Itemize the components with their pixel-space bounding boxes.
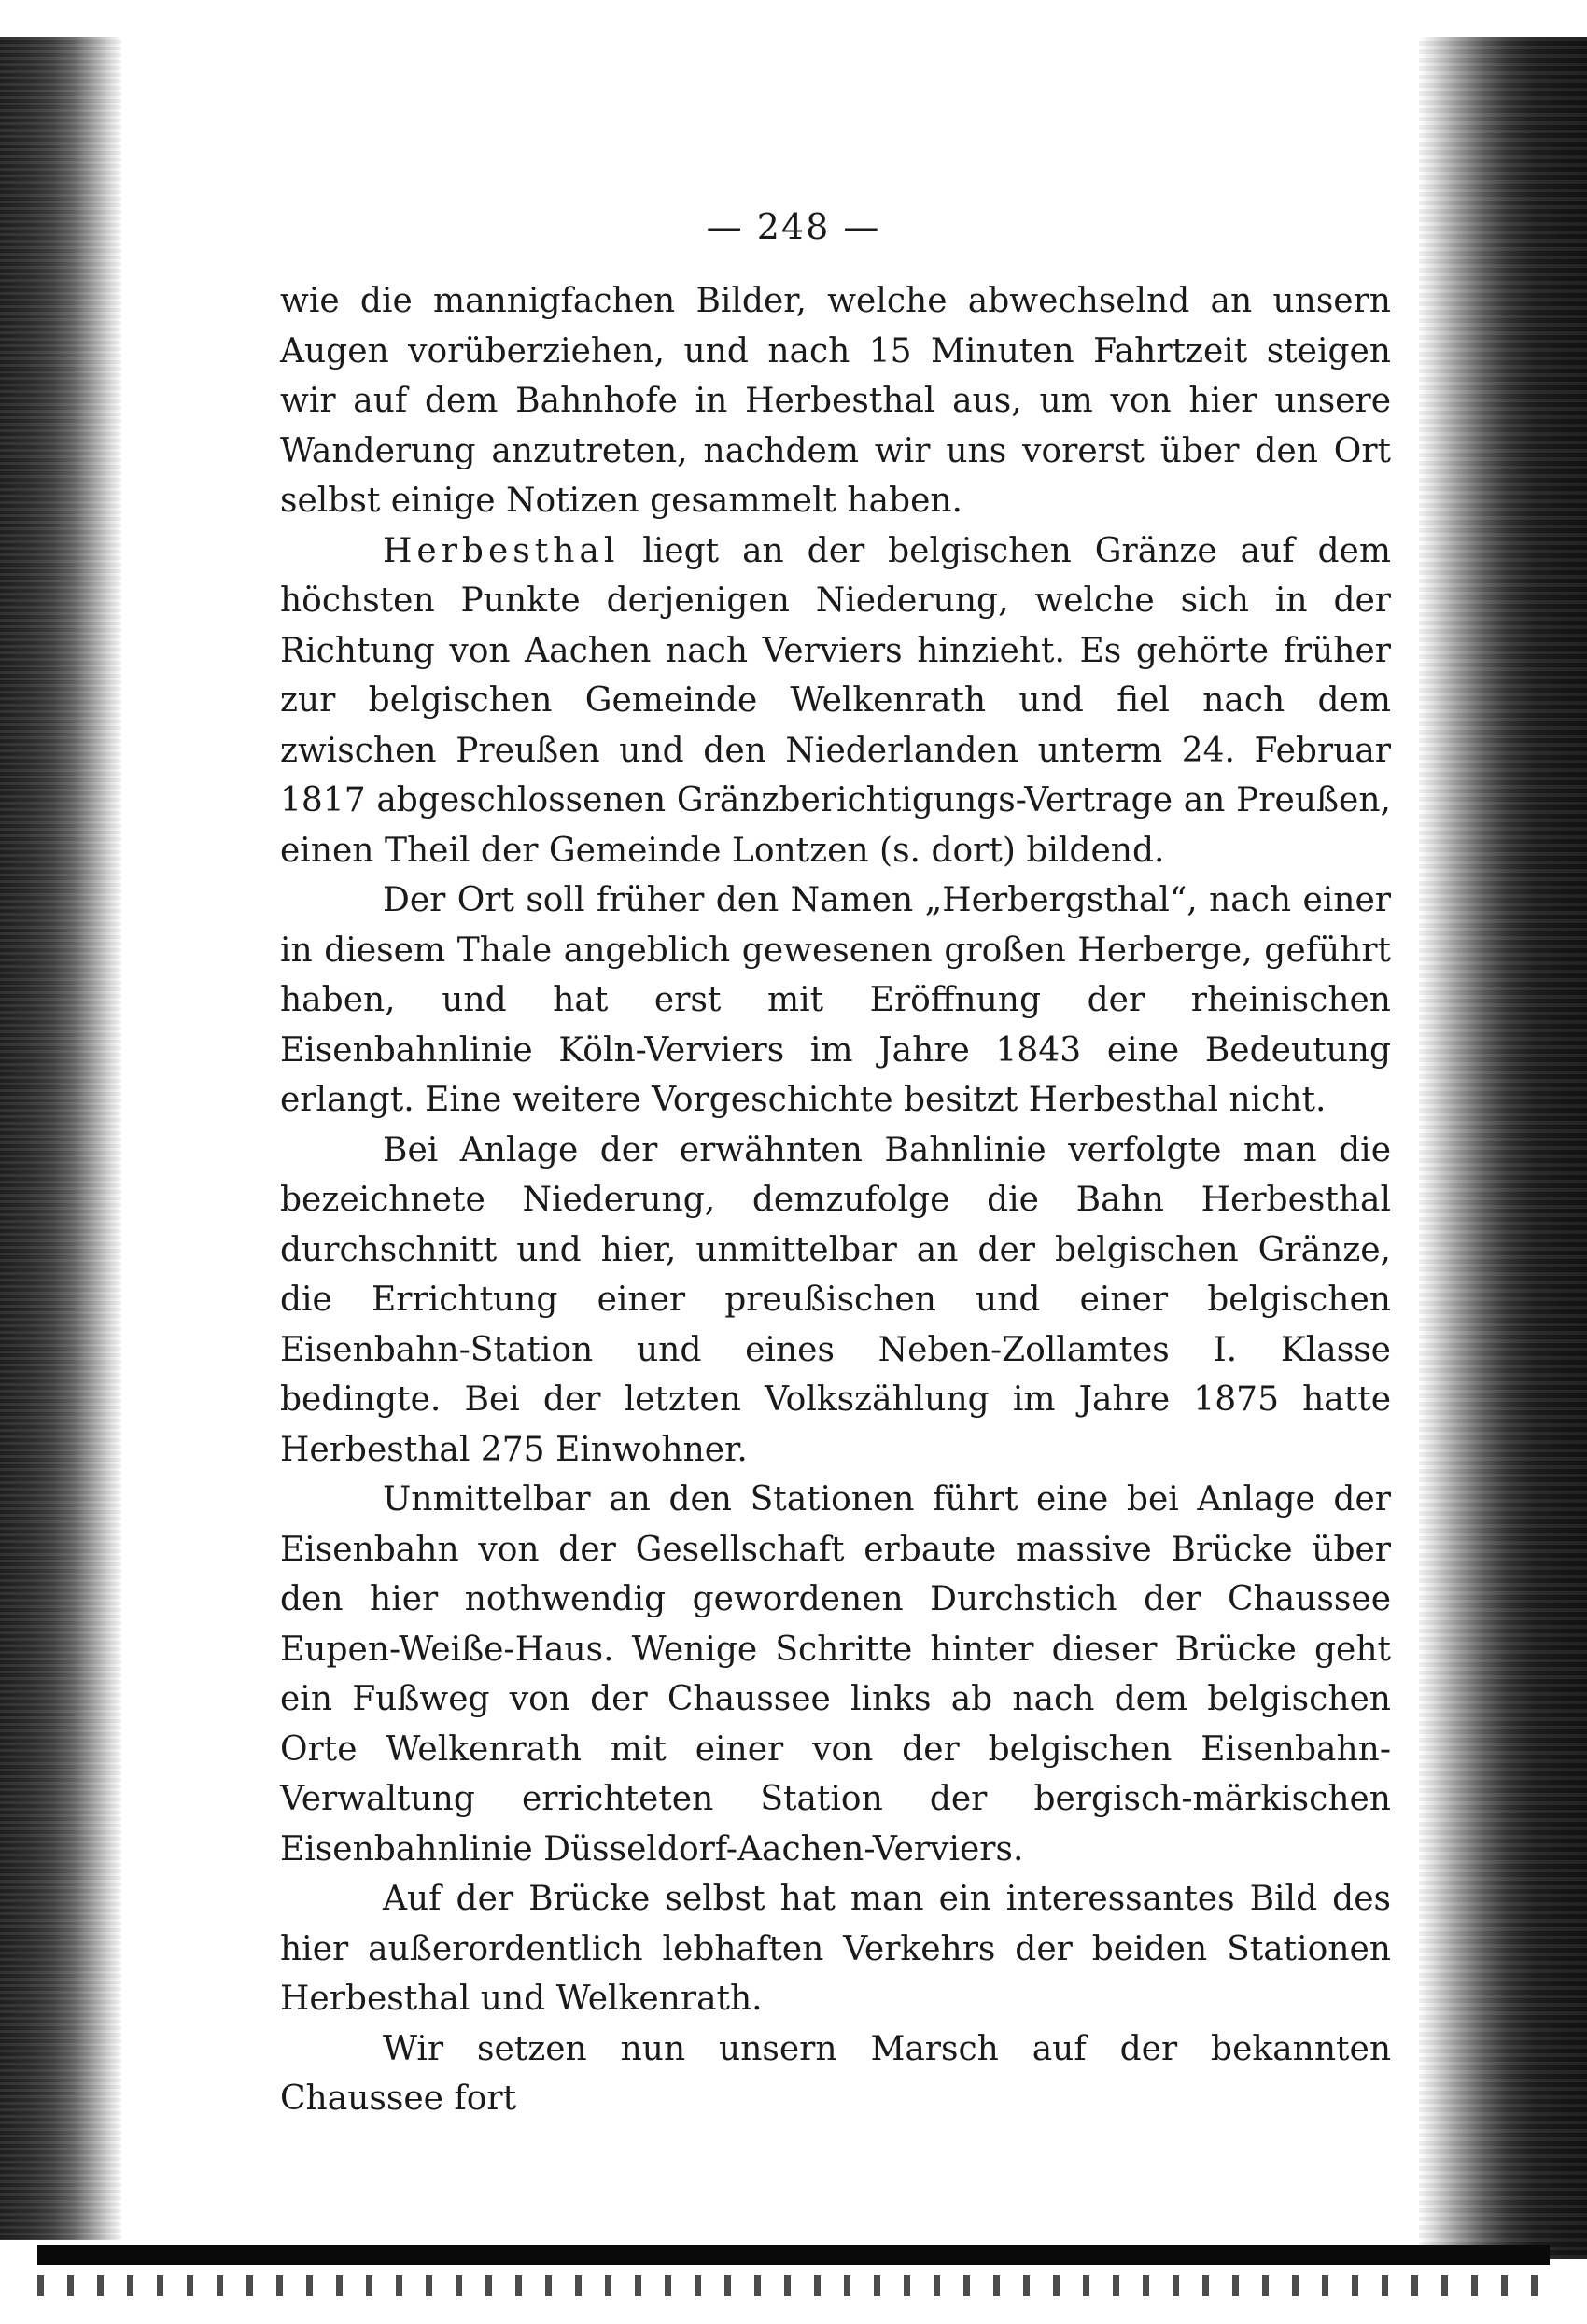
scan-edge-bottom bbox=[37, 2245, 1550, 2265]
paragraph-3: Der Ort soll früher den Namen „Herbergsthal“, nach einer in diesem Thale angeblich gewesenen großen Herberge, geführt haben, und hat erst mit Eröffnung der rheinischen Eisenbahnlinie Köln-Verviers im Jahre 1843 eine Bedeutung erlangt. Eine weitere Vorgeschichte besitzt Herbesthal nicht. bbox=[280, 881, 1391, 1119]
scan-edge-ticks bbox=[37, 2275, 1550, 2296]
paragraph-6: Auf der Brücke selbst hat man ein interessantes Bild des hier außerordentlich lebhaften Verkehrs der beiden Stationen Herbesthal und Welkenrath. bbox=[280, 1880, 1391, 2018]
scan-shadow-left bbox=[0, 37, 121, 2240]
paragraph-2-lead: Herbesthal bbox=[383, 531, 620, 570]
paragraph-5: Unmittelbar an den Stationen führt eine bei Anlage der Eisenbahn von der Gesellschaft erbaute massive Brücke über den hier nothwendig gewordenen Durchstich der Chaussee Eupen-Weiße-Haus. Wenige Schritte hinter dieser Brücke geht ein Fußweg von der Chaussee links ab nach dem belgischen Orte Welkenrath mit einer von der belgischen Eisenbahn-Verwaltung errichteten Station der bergisch-märkischen Eisenbahnlinie Düsseldorf-Aachen-Verviers. bbox=[280, 1480, 1391, 1869]
paragraph-7: Wir setzen nun unsern Marsch auf der bekannten Chaussee fort bbox=[280, 2029, 1391, 2118]
paragraph-1: wie die mannigfachen Bilder, welche abwechselnd an unsern Augen vorüberziehen, und nach 15 Minuten Fahrtzeit steigen wir auf dem Bahnhofe in Herbesthal aus, um von hier unsere Wanderung anzutreten, nachdem wir uns vorerst über den Ort selbst einige Notizen gesammelt haben. bbox=[280, 282, 1391, 520]
paragraph-4: Bei Anlage der erwähnten Bahnlinie verfolgte man die bezeichnete Niederung, demzufolge die Bahn Herbesthal durchschnitt und hier, unmittelbar an der belgischen Gränze, die Errichtung einer preußischen und einer belgischen Eisenbahn-Station und eines Neben-Zollamtes I. Klasse bedingte. Bei der letzten Volkszählung im Jahre 1875 hatte Herbesthal 275 Einwohner. bbox=[280, 1130, 1391, 1469]
paragraph-2-text: liegt an der belgischen Gränze auf dem höchsten Punkte derjenigen Niederung, welche sich in der Richtung von Aachen nach Verviers hinzieht. Es gehörte früher zur belgischen Gemeinde Welkenrath und fiel nach dem zwischen Preußen und den Niederlanden unterm 24. Februar 1817 abgeschlossenen Gränzberichtigungs-Vertrage an Preußen, einen Theil der Gemeinde Lontzen (s. dort) bildend. bbox=[280, 531, 1391, 870]
page-number: — 248 — bbox=[706, 206, 881, 247]
paragraph-2 bbox=[280, 526, 1391, 876]
body-text bbox=[280, 276, 1391, 2124]
scan-shadow-right bbox=[1419, 37, 1587, 2259]
